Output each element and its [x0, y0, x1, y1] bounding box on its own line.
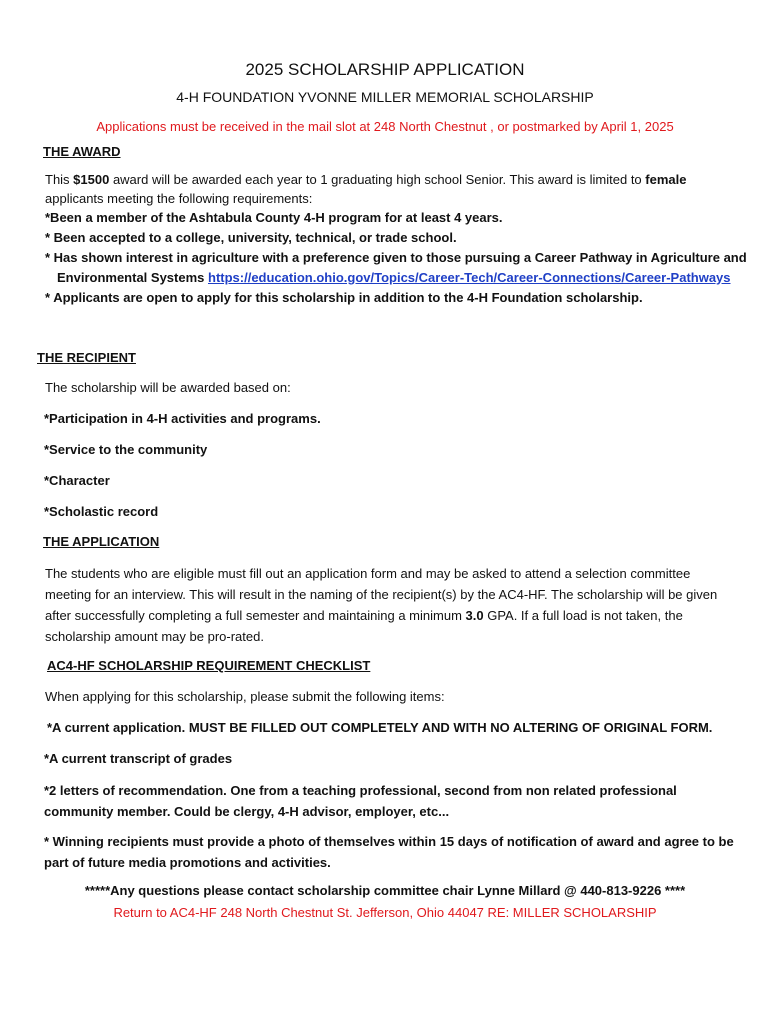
page-subtitle: 4-H FOUNDATION YVONNE MILLER MEMORIAL SCHOLARSHIP: [176, 89, 594, 105]
application-heading: THE APPLICATION: [43, 534, 160, 549]
requirement-1: *Been a member of the Ashtabula County 4-H program for at least 4 years.: [45, 210, 503, 225]
recipient-item: *Character: [44, 473, 110, 488]
minimum-gpa: 3.0: [465, 608, 484, 623]
contact-line: *****Any questions please contact scholarship committee chair Lynne Millard @ 440-813-9226 ****: [84, 883, 686, 898]
page-title: 2025 SCHOLARSHIP APPLICATION: [245, 60, 525, 79]
checklist-item: *A current application. MUST BE FILLED OUT COMPLETELY AND WITH NO ALTERING OF ORIGINAL FORM.: [47, 720, 713, 735]
recipient-intro: The scholarship will be awarded based on:: [45, 380, 291, 395]
award-amount: $1500: [73, 172, 110, 187]
requirement-4: * Applicants are open to apply for this scholarship in addition to the 4-H Foundation scholarship.: [45, 290, 643, 305]
checklist-heading: AC4-HF SCHOLARSHIP REQUIREMENT CHECKLIST: [47, 658, 371, 673]
checklist-intro: When applying for this scholarship, please submit the following items:: [45, 689, 445, 704]
application-text-post: GPA. If a full load is not taken, the scholarship amount may be pro-rated.: [45, 608, 683, 644]
career-pathways-link[interactable]: https://education.ohio.gov/Topics/Career-Tech/Career-Connections/Career-Pathways: [208, 270, 731, 285]
recipient-item: *Participation in 4-H activities and programs.: [44, 411, 321, 426]
requirement-2: * Been accepted to a college, university, technical, or trade school.: [45, 230, 457, 245]
requirement-3-line2: [57, 268, 731, 288]
recipient-item: *Scholastic record: [44, 504, 159, 519]
award-intro-mid: award will be awarded each year to 1 graduating high school Senior. This award is limited to: [109, 172, 646, 187]
award-intro: [45, 170, 686, 190]
award-female: female: [645, 172, 687, 187]
award-intro-pre: This: [45, 172, 74, 187]
recipient-item: *Service to the community: [44, 442, 208, 457]
requirement-3: * Has shown interest in agriculture with a preference given to those pursuing a Career Pathway in Agriculture and: [45, 250, 747, 265]
recipient-heading: THE RECIPIENT: [37, 350, 136, 365]
checklist-item: *2 letters of recommendation. One from a teaching professional, second from non related professional community member. Could be clergy, 4-H advisor, employer, etc...: [44, 783, 677, 819]
application-text-pre: The students who are eligible must fill out an application form and may be asked to attend a selection committee meeting for an interview. This will result in the naming of the recipient(s) by the AC4-HF. The scholarship will be given after successfully completing a full semester and maintaining a minimum: [45, 566, 718, 623]
application-paragraph: [45, 563, 735, 647]
award-heading: THE AWARD: [43, 144, 121, 159]
return-address: Return to AC4-HF 248 North Chestnut St. Jefferson, Ohio 44047 RE: MILLER SCHOLARSHIP: [113, 905, 657, 920]
checklist-item: *A current transcript of grades: [44, 751, 233, 766]
deadline-notice: Applications must be received in the mail slot at 248 North Chestnut , or postmarked by April 1, 2025: [96, 119, 674, 134]
requirement-3-text: Environmental Systems: [57, 270, 208, 285]
award-intro-line2: applicants meeting the following requirements:: [45, 191, 313, 206]
checklist-item: * Winning recipients must provide a photo of themselves within 15 days of notification of award and agree to be part of future media promotions and activities.: [44, 834, 734, 870]
